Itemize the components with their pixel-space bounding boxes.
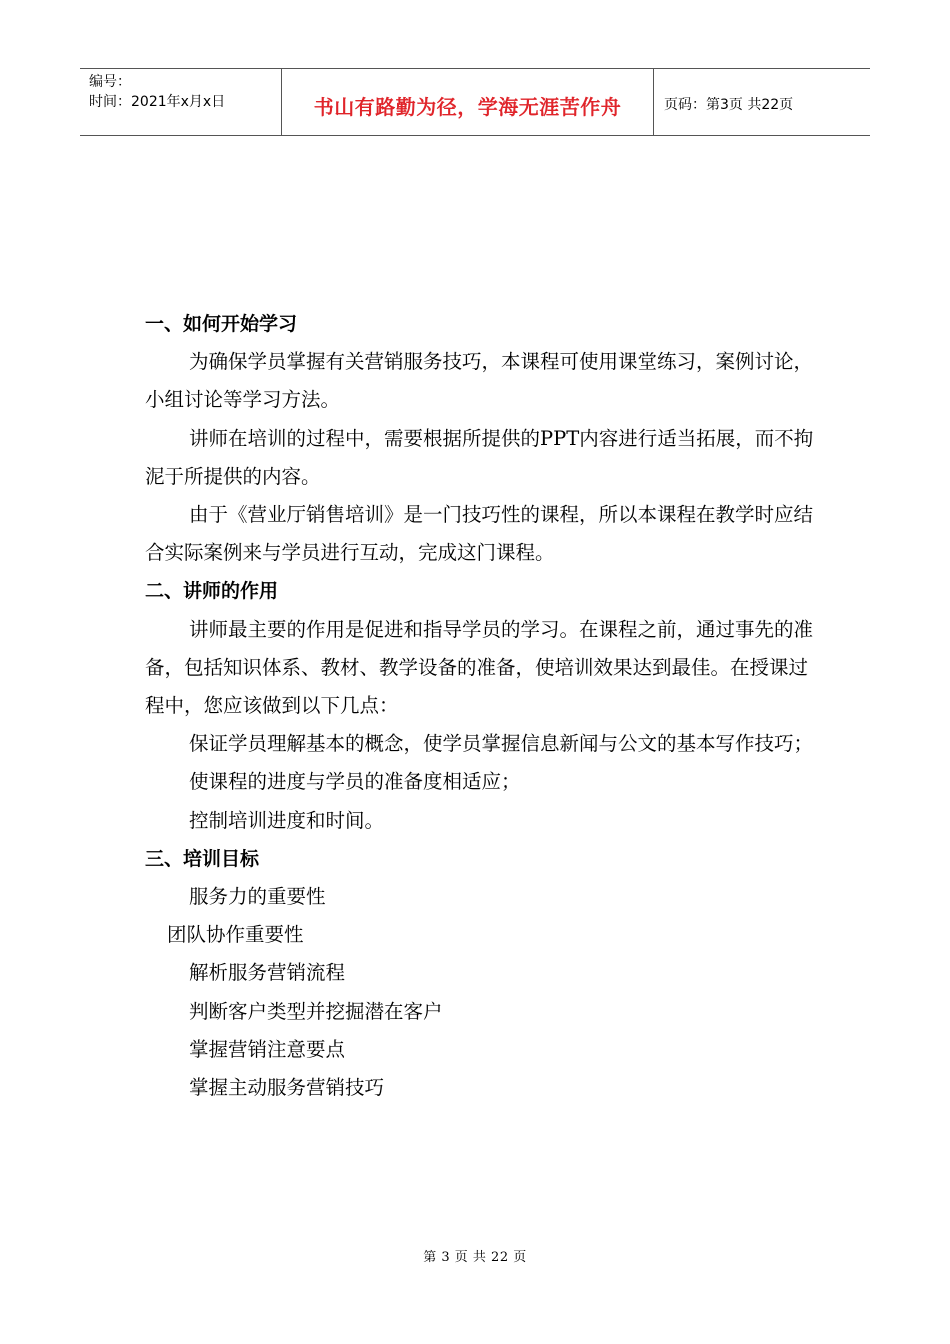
list-item: 解析服务营销流程	[189, 961, 346, 985]
section-heading: 二、讲师的作用	[145, 580, 279, 603]
document-body	[145, 305, 815, 1107]
list-item: 服务力的重要性	[189, 885, 326, 909]
page-footer: 第 3 页 共 22 页	[423, 1250, 527, 1265]
document-number-label: 编号：	[89, 74, 131, 90]
list-item: 判断客户类型并挖掘潜在客户	[189, 999, 443, 1023]
paragraph: 讲师最主要的作用是促进和指导学员的学习。在课程之前，通过事先的准备，包括知识体系、教材、教学设备的准备，使培训效果达到最佳。在授课过程中，您应该做到以下几点：	[145, 617, 814, 718]
header-middle-cell	[282, 69, 654, 135]
header-motto: 书山有路勤为径，学海无涯苦作舟	[313, 95, 622, 119]
paragraph: 控制培训进度和时间。	[189, 808, 385, 832]
section-heading: 一、如何开始学习	[145, 313, 298, 335]
list-item: 掌握营销注意要点	[189, 1037, 346, 1061]
list-item: 团队协作重要性	[167, 923, 304, 947]
paragraph: 使课程的进度与学员的准备度相适应；	[189, 770, 521, 794]
document-date: 时间：2021年x月x日	[89, 94, 226, 110]
header-right-cell	[654, 69, 870, 135]
list-item: 掌握主动服务营销技巧	[189, 1076, 385, 1100]
paragraph: 由于《营业厅销售培训》是一门技巧性的课程，所以本课程在教学时应结合实际案例来与学员进行互动，完成这门课程。	[145, 503, 814, 565]
header-page-info: 页码：第3页 共22页	[664, 97, 794, 113]
section-heading: 三、培训目标	[145, 847, 260, 870]
page-header	[80, 68, 870, 136]
paragraph: 为确保学员掌握有关营销服务技巧，本课程可使用课堂练习，案例讨论，小组讨论等学习方法。	[145, 350, 814, 412]
paragraph: 讲师在培训的过程中，需要根据所提供的PPT内容进行适当拓展，而不拘泥于所提供的内容。	[145, 426, 814, 488]
header-left-cell	[80, 69, 282, 135]
paragraph: 保证学员理解基本的概念，使学员掌握信息新闻与公文的基本写作技巧；	[189, 732, 814, 756]
